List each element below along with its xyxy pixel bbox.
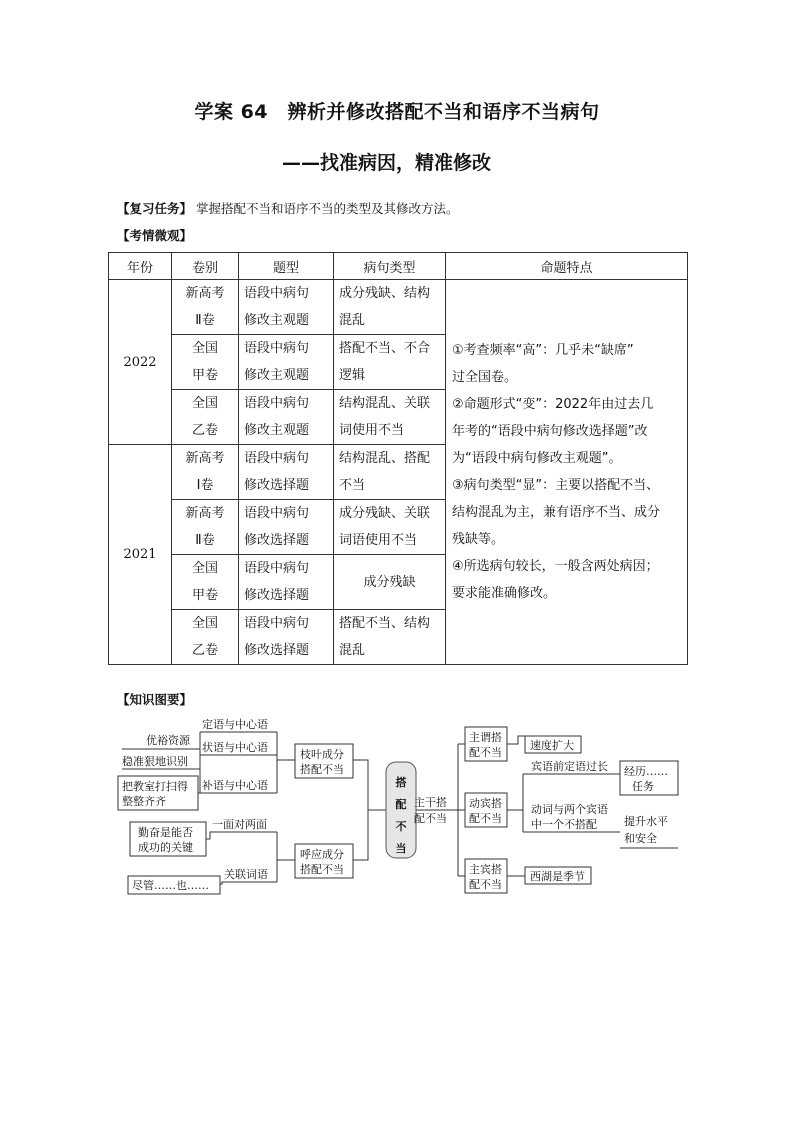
page-subtitle: ——找准病因，精准修改 <box>282 152 492 174</box>
feature-line: 年考的“语段中病句修改选择题”改 <box>452 424 648 439</box>
mindmap-item: 一面对两面 <box>212 818 267 831</box>
mindmap-item: 补语与中心语 <box>202 779 268 792</box>
table-header: 命题特点 <box>446 253 688 280</box>
branch-label: 搭配不当 <box>300 763 344 776</box>
paper-cell: 新高考 Ⅰ卷 <box>172 445 239 500</box>
center-char: 搭 <box>395 776 407 789</box>
exam-overview-tag: 【考情微观】 <box>117 228 193 243</box>
type-cell: 语段中病句 修改选择题 <box>239 610 334 665</box>
feature-line: ③病句类型“显”：主要以搭配不当、 <box>452 478 660 493</box>
example-text: 速度扩大 <box>530 739 574 752</box>
mindmap-item: 宾语前定语过长 <box>531 760 608 773</box>
defect-cell: 搭配不当、结构 混乱 <box>334 610 446 665</box>
review-task <box>117 199 459 217</box>
type-cell: 语段中病句 修改主观题 <box>239 280 334 335</box>
feature-line: ①考查频率“高”：几乎未“缺席” <box>452 343 634 358</box>
branch-label: 配不当 <box>469 878 502 891</box>
example-text: 经历…… <box>624 765 668 778</box>
example-text: 尽管……也…… <box>132 879 209 892</box>
type-cell: 语段中病句 修改选择题 <box>239 445 334 500</box>
year-cell: 2022 <box>109 280 172 445</box>
example-text: 优裕资源 <box>146 734 190 747</box>
type-cell: 语段中病句 修改选择题 <box>239 555 334 610</box>
year-cell: 2021 <box>109 445 172 665</box>
review-task-tag: 【复习任务】 <box>117 201 193 216</box>
paper-cell: 全国 甲卷 <box>172 335 239 390</box>
example-text: 成功的关键 <box>138 841 193 854</box>
defect-cell: 成分残缺 <box>334 555 446 610</box>
knowledge-map-tag: 【知识图要】 <box>117 692 193 707</box>
example-text: 把教室打扫得 <box>122 780 188 793</box>
example-text: 稳准狠地识别 <box>122 755 188 768</box>
knowledge-mindmap <box>100 708 690 898</box>
review-task-text: 掌握搭配不当和语序不当的类型及其修改方法。 <box>196 201 459 216</box>
branch-label: 枝叶成分 <box>300 748 344 761</box>
example-text: 任务 <box>632 780 654 793</box>
table-header-row <box>109 253 688 280</box>
feature-line: 要求能准确修改。 <box>452 586 557 601</box>
paper-cell: 全国 乙卷 <box>172 390 239 445</box>
features-cell <box>446 280 688 665</box>
feature-line: ④所选病句较长，一般含两处病因； <box>452 559 659 574</box>
example-text: 西湖是季节 <box>530 870 585 883</box>
paper-cell: 新高考 Ⅱ卷 <box>172 500 239 555</box>
defect-cell: 结构混乱、关联 词使用不当 <box>334 390 446 445</box>
paper-cell: 全国 甲卷 <box>172 555 239 610</box>
mindmap-item: 中一个不搭配 <box>531 818 597 831</box>
feature-line: 结构混乱为主，兼有语序不当、成分 <box>452 505 661 520</box>
center-char: 配 <box>395 798 407 811</box>
branch-label: 动宾搭 <box>469 797 502 810</box>
defect-cell: 成分残缺、结构 混乱 <box>334 280 446 335</box>
feature-line: ②命题形式“变”：2022年由过去几 <box>452 397 654 412</box>
example-text: 提升水平 <box>624 815 668 828</box>
paper-cell: 全国 乙卷 <box>172 610 239 665</box>
type-cell: 语段中病句 修改选择题 <box>239 500 334 555</box>
type-cell: 语段中病句 修改主观题 <box>239 335 334 390</box>
table-header: 卷别 <box>172 253 239 280</box>
table-header: 病句类型 <box>334 253 446 280</box>
branch-label: 呼应成分 <box>300 848 344 861</box>
mindmap-item: 定语与中心语 <box>202 718 268 731</box>
page-title: 学案 64 辨析并修改搭配不当和语序不当病句 <box>194 101 600 123</box>
defect-cell: 结构混乱、搭配 不当 <box>334 445 446 500</box>
center-char: 当 <box>395 842 407 855</box>
feature-line: 为“语段中病句修改主观题”。 <box>452 451 622 466</box>
mindmap-item: 动词与两个宾语 <box>531 803 608 816</box>
example-text: 和安全 <box>624 832 657 845</box>
center-char: 不 <box>395 820 407 833</box>
branch-label: 主宾搭 <box>469 863 502 876</box>
branch-label: 主谓搭 <box>469 731 502 744</box>
type-cell: 语段中病句 修改主观题 <box>239 390 334 445</box>
paper-cell: 新高考 Ⅱ卷 <box>172 280 239 335</box>
branch-label: 搭配不当 <box>300 863 344 876</box>
exam-table <box>108 252 688 665</box>
table-header: 年份 <box>109 253 172 280</box>
table-header: 题型 <box>239 253 334 280</box>
main-label: 配不当 <box>414 812 447 825</box>
branch-label: 配不当 <box>469 746 502 759</box>
feature-line: 过全国卷。 <box>452 370 518 385</box>
example-text: 勤奋是能否 <box>138 826 193 839</box>
defect-cell: 搭配不当、不合 逻辑 <box>334 335 446 390</box>
example-text: 整整齐齐 <box>122 795 166 808</box>
main-label: 主干搭 <box>414 796 447 809</box>
table-row <box>109 280 688 335</box>
mindmap-item: 状语与中心语 <box>202 741 268 754</box>
feature-line: 残缺等。 <box>452 532 505 547</box>
mindmap-item: 关联词语 <box>224 868 268 881</box>
defect-cell: 成分残缺、关联 词语使用不当 <box>334 500 446 555</box>
branch-label: 配不当 <box>469 812 502 825</box>
